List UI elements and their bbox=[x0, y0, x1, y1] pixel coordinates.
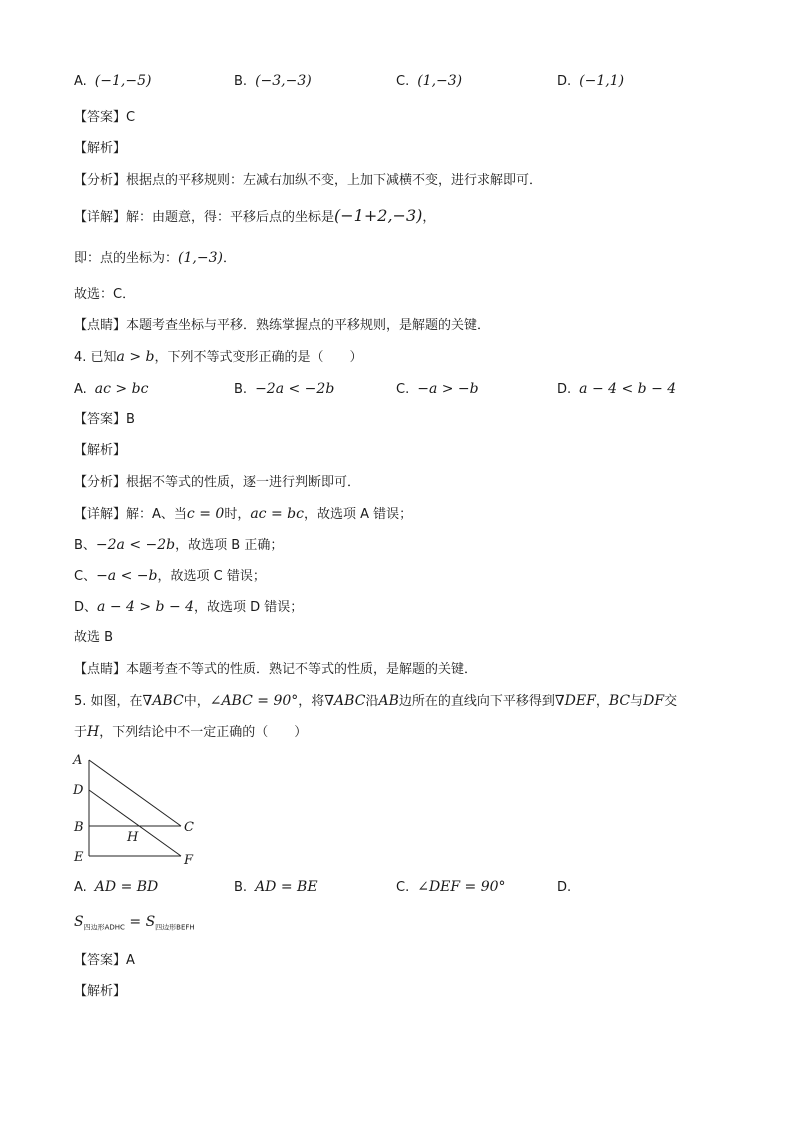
fenxi-text: 根据不等式的性质，逐一进行判断即可． bbox=[126, 475, 361, 490]
stem-text: 于 bbox=[74, 725, 88, 740]
q3-xiangjie bbox=[74, 207, 435, 227]
stem-text: 5. 如图，在 bbox=[74, 694, 143, 709]
formula-sub: 四边形BEFH bbox=[155, 923, 195, 932]
q5-option-d bbox=[557, 878, 579, 897]
dianjing-tag: 【点睛】 bbox=[74, 318, 127, 333]
option-value: AD = BE bbox=[255, 879, 318, 895]
stem-math: BC bbox=[608, 693, 631, 709]
line-suffix: ，故选项 D 错误； bbox=[194, 600, 304, 615]
line-suffix: ，故选项 C 错误； bbox=[157, 569, 266, 584]
line-prefix: B、 bbox=[74, 538, 96, 553]
q4-conclusion: 故选 B bbox=[74, 630, 114, 645]
option-label: C. bbox=[396, 74, 410, 89]
label-d: D bbox=[73, 783, 84, 798]
option-label: D. bbox=[557, 880, 572, 895]
point-math: (1,−3) bbox=[178, 250, 223, 266]
q4-line-c bbox=[74, 567, 266, 586]
line-suffix: ，故选项 B 正确； bbox=[175, 538, 284, 553]
stem-math: a > b bbox=[116, 349, 155, 365]
option-value: ac > bc bbox=[94, 381, 149, 397]
q4-answer: 【答案】B bbox=[74, 412, 135, 427]
line-prefix: C、 bbox=[74, 569, 97, 584]
q4-option-d bbox=[557, 380, 676, 399]
xiangjie-math: (−1+2,−3) bbox=[334, 206, 423, 225]
stem-text: 中， bbox=[183, 694, 210, 709]
xiangjie-math: ac = bc bbox=[250, 506, 304, 522]
line-prefix: D、 bbox=[74, 600, 98, 615]
option-label: D. bbox=[557, 74, 572, 89]
option-label: C. bbox=[396, 382, 410, 397]
label-c: C bbox=[184, 820, 194, 835]
q4-line-b bbox=[74, 536, 283, 555]
option-value: (−3,−3) bbox=[255, 73, 312, 89]
fenxi-tag: 【分析】 bbox=[74, 173, 127, 188]
formula-s: S bbox=[145, 914, 156, 930]
option-value: (1,−3) bbox=[417, 73, 463, 89]
stem-math: ∇DEF bbox=[554, 693, 596, 709]
option-label: A. bbox=[74, 880, 87, 895]
q5-stem-line2 bbox=[74, 723, 307, 742]
q5-option-a bbox=[74, 878, 158, 897]
label-a: A bbox=[73, 753, 83, 768]
line-ac bbox=[89, 760, 181, 826]
stem-math: ∇ABC bbox=[324, 693, 366, 709]
option-label: D. bbox=[557, 382, 572, 397]
fenxi-text: 根据点的平移规则：左减右加纵不变，上加下减横不变，进行求解即可． bbox=[126, 173, 543, 188]
line-math: a − 4 > b − 4 bbox=[97, 599, 195, 615]
stem-text: 边所在的直线向下平移得到 bbox=[398, 694, 555, 709]
q4-stem bbox=[74, 348, 363, 367]
stem-prefix: 4. 已知 bbox=[74, 350, 117, 365]
label-b: B bbox=[74, 820, 84, 835]
q3-option-b bbox=[234, 72, 312, 91]
label-h: H bbox=[127, 830, 139, 845]
xiangjie-text: ，故选项 A 错误； bbox=[303, 507, 413, 522]
q4-option-b bbox=[234, 380, 334, 399]
stem-math: DF bbox=[643, 693, 665, 709]
option-label: B. bbox=[234, 880, 248, 895]
xiangjie-text: 时， bbox=[224, 507, 251, 522]
q3-answer: 【答案】C bbox=[74, 110, 136, 125]
xiangjie-tag: 【详解】 bbox=[74, 507, 127, 522]
formula-sub: 四边形ADHC bbox=[83, 923, 125, 932]
stem-text: ， bbox=[595, 694, 609, 709]
xiangjie-end: ， bbox=[422, 210, 436, 225]
stem-text: 沿 bbox=[365, 694, 379, 709]
q4-option-a bbox=[74, 380, 148, 399]
xiangjie-text: 解：A、当 bbox=[126, 507, 187, 522]
xiangjie-math: c = 0 bbox=[186, 506, 225, 522]
q4-xiangjie bbox=[74, 505, 412, 524]
q5-option-d-formula bbox=[74, 913, 195, 937]
xiangjie-text: 解：由题意，得：平移后点的坐标是 bbox=[126, 210, 335, 225]
option-value: (−1,1) bbox=[579, 73, 625, 89]
option-value: AD = BD bbox=[94, 879, 159, 895]
stem-text: 交 bbox=[664, 694, 678, 709]
stem-math: H bbox=[87, 724, 100, 740]
label-e: E bbox=[74, 850, 84, 865]
option-label: B. bbox=[234, 74, 248, 89]
stem-suffix: ，下列不等式变形正确的是（ ） bbox=[154, 350, 363, 365]
point-end: ． bbox=[222, 251, 236, 266]
q3-option-d bbox=[557, 72, 624, 91]
dianjing-text: 本题考查坐标与平移．熟练掌握点的平移规则，是解题的关键． bbox=[126, 318, 491, 333]
xiangjie-tag: 【详解】 bbox=[74, 210, 127, 225]
fenxi-tag: 【分析】 bbox=[74, 475, 127, 490]
dianjing-tag: 【点睛】 bbox=[74, 662, 127, 677]
dianjing-text: 本题考查不等式的性质．熟记不等式的性质，是解题的关键． bbox=[126, 662, 478, 677]
q4-dianjing bbox=[74, 661, 477, 679]
q4-line-d bbox=[74, 598, 303, 617]
q4-analysis-header: 【解析】 bbox=[74, 443, 127, 458]
label-f: F bbox=[184, 853, 194, 868]
stem-text: ，下列结论中不一定正确的（ ） bbox=[99, 725, 308, 740]
q5-option-c bbox=[396, 878, 506, 897]
stem-text: 与 bbox=[630, 694, 644, 709]
option-value: (−1,−5) bbox=[94, 73, 152, 89]
option-label: A. bbox=[74, 74, 87, 89]
q3-option-a bbox=[74, 72, 151, 91]
q3-option-c bbox=[396, 72, 462, 91]
stem-text: ，将 bbox=[298, 694, 325, 709]
formula-s: S bbox=[74, 914, 84, 930]
q3-conclusion: 故选：C． bbox=[74, 287, 136, 302]
formula-eq: = bbox=[124, 914, 146, 930]
q5-stem-line1 bbox=[74, 692, 677, 711]
q4-option-c bbox=[396, 380, 479, 399]
point-text: 即：点的坐标为： bbox=[74, 251, 179, 266]
option-label: B. bbox=[234, 382, 248, 397]
line-math: −2a < −2b bbox=[95, 537, 176, 553]
q3-fenxi bbox=[74, 172, 542, 190]
option-value: a − 4 < b − 4 bbox=[579, 381, 677, 397]
option-label: A. bbox=[74, 382, 87, 397]
q5-answer: 【答案】A bbox=[74, 953, 135, 968]
stem-math: AB bbox=[378, 693, 399, 709]
stem-math: ∠ABC = 90° bbox=[209, 693, 299, 709]
stem-math: ∇ABC bbox=[142, 693, 184, 709]
q5-option-b bbox=[234, 878, 318, 897]
option-value: −a > −b bbox=[417, 381, 479, 397]
q3-point-line bbox=[74, 249, 236, 268]
triangle-figure bbox=[72, 748, 212, 870]
option-label: C. bbox=[396, 880, 410, 895]
line-df bbox=[89, 790, 181, 856]
q5-analysis-header: 【解析】 bbox=[74, 984, 127, 999]
q3-dianjing bbox=[74, 317, 490, 335]
option-value: −2a < −2b bbox=[255, 381, 335, 397]
q3-analysis-header: 【解析】 bbox=[74, 141, 127, 156]
q4-fenxi bbox=[74, 474, 360, 492]
line-math: −a < −b bbox=[96, 568, 158, 584]
option-value: ∠DEF = 90° bbox=[417, 879, 506, 895]
